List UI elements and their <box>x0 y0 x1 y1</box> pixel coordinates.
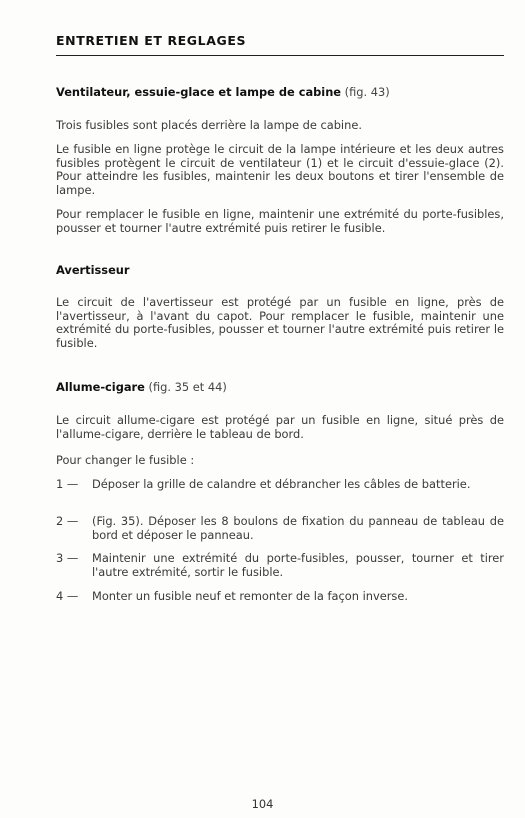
step-text: Monter un fusible neuf et remonter de la façon inverse. <box>92 589 408 603</box>
list-item <box>56 552 504 579</box>
list-item <box>56 590 504 604</box>
page-number: 104 <box>251 797 274 811</box>
step-number: 4 — <box>56 589 79 603</box>
step-number: 1 — <box>56 477 79 491</box>
list-item <box>56 478 504 492</box>
page-header-title: ENTRETIEN ET REGLAGES <box>56 33 247 48</box>
figure-reference: (fig. 43) <box>344 85 390 99</box>
step-text: Maintenir une extrémité du porte-fusibles, pousser, tourner et tirer l'autre extrémité, sortir le fusible. <box>92 551 504 579</box>
paragraph: Le circuit de l'avertisseur est protégé par un fusible en ligne, près de l'avertisseur, à l'avant du capot. Pour remplacer le fusible, maintenir une extrémité du porte-fusibles, pousser et tourner l'autre extrémité puis retirer le fusible. <box>56 295 504 350</box>
section-title: Allume-cigare <box>56 380 145 394</box>
step-text: Déposer la grille de calandre et débrancher les câbles de batterie. <box>92 477 471 491</box>
section-heading-avertisseur <box>56 263 504 277</box>
section-title: Ventilateur, essuie-glace et lampe de cabine <box>56 85 342 99</box>
header-rule <box>56 55 504 56</box>
step-number: 2 — <box>56 514 79 528</box>
step-number: 3 — <box>56 551 79 565</box>
paragraph: Le circuit allume-cigare est protégé par un fusible en ligne, situé près de l'allume-cigare, derrière le tableau de bord. <box>56 413 504 441</box>
list-item <box>56 515 504 542</box>
paragraph: Pour changer le fusible : <box>56 453 195 467</box>
section-heading-ventilateur <box>56 85 504 99</box>
section-heading-allume-cigare <box>56 380 504 394</box>
figure-reference: (fig. 35 et 44) <box>148 380 227 394</box>
paragraph: Pour remplacer le fusible en ligne, maintenir une extrémité du porte-fusibles, pousser et tourner l'autre extrémité puis retirer le fusible. <box>56 207 504 235</box>
step-text: (Fig. 35). Déposer les 8 boulons de fixation du panneau de tableau de bord et déposer le panneau. <box>92 514 504 542</box>
paragraph: Le fusible en ligne protège le circuit de la lampe intérieure et les deux autres fusibles protègent le circuit de ventilateur (1) et le circuit d'essuie-glace (2). Pour atteindre les fusibles, maintenir les deux boutons et tirer l'ensemble de lampe. <box>56 142 504 197</box>
paragraph: Trois fusibles sont placés derrière la lampe de cabine. <box>56 118 362 132</box>
section-title: Avertisseur <box>56 263 130 277</box>
